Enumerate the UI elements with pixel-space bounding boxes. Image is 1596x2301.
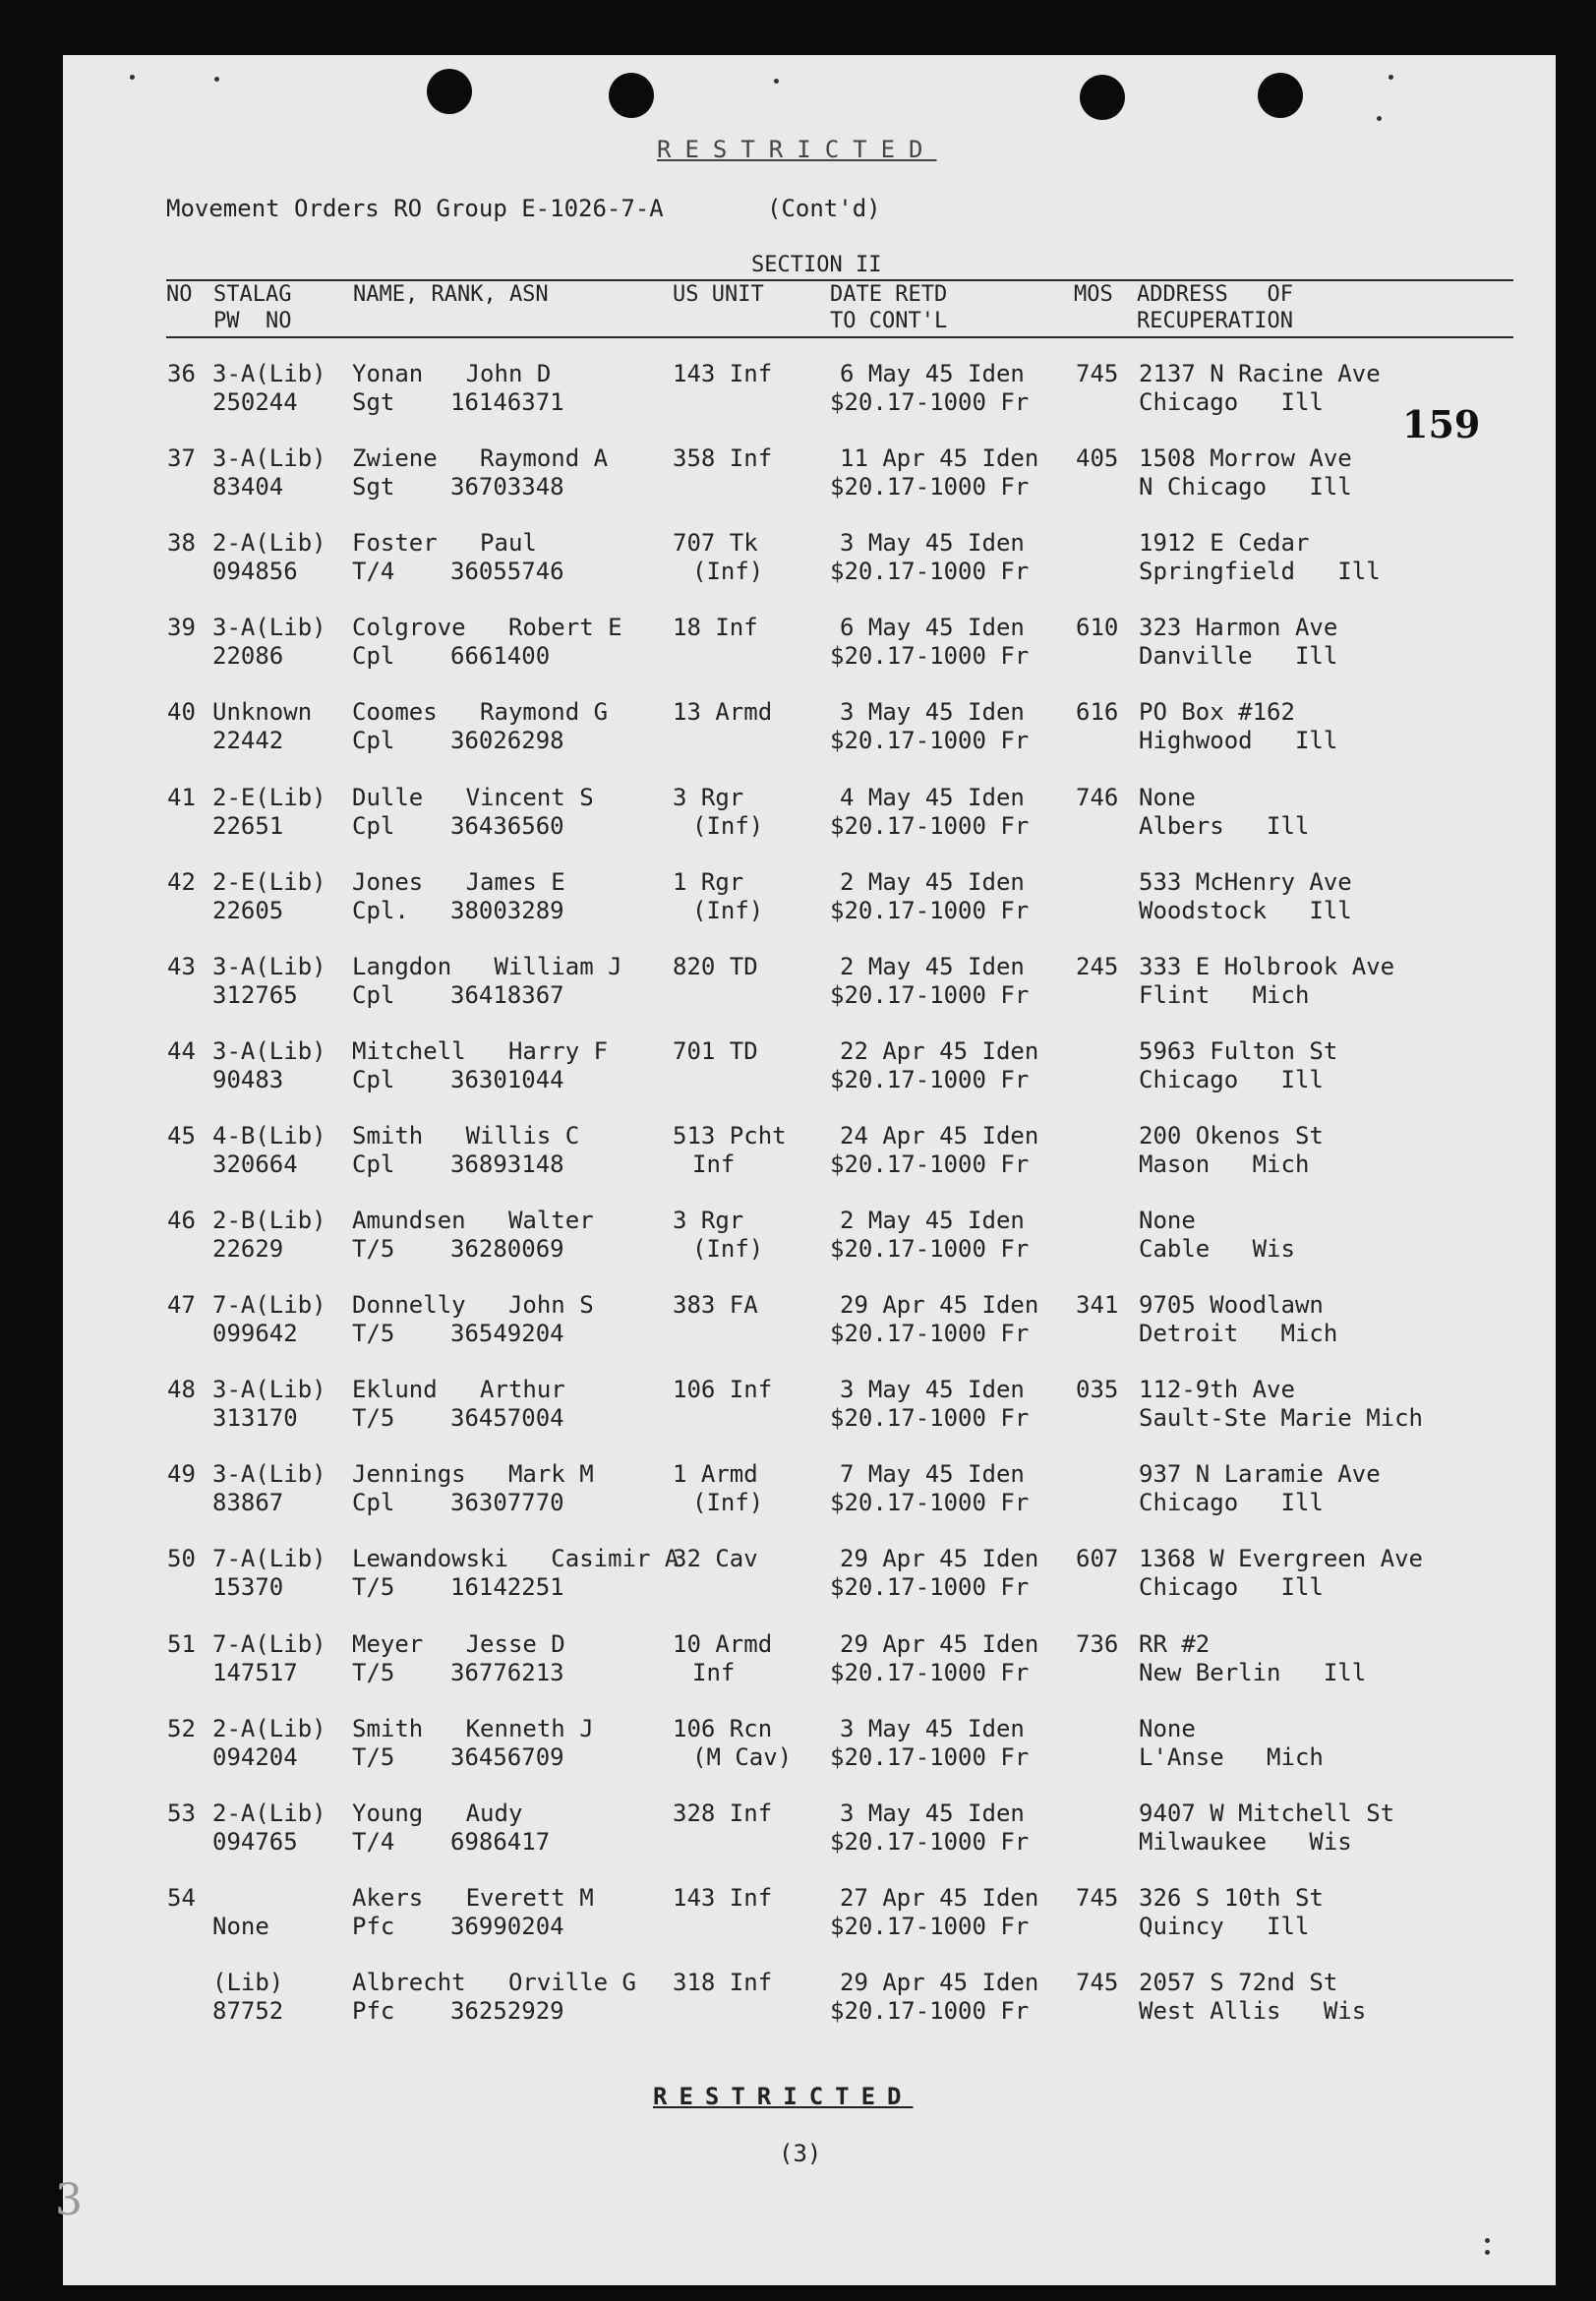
row-address-street: 326 S 10th St xyxy=(1139,1883,1324,1912)
row-stalag: 4-B(Lib) xyxy=(212,1121,326,1150)
row-no: 46 xyxy=(167,1207,196,1234)
row-pw-number: 15370 xyxy=(212,1573,284,1602)
row-address-street: 112-9th Ave xyxy=(1139,1376,1295,1404)
row-pay: $20.17-1000 Fr xyxy=(830,1404,1030,1433)
row-mos: 616 xyxy=(1076,698,1119,727)
row-date-returned: 7 May 45 Iden xyxy=(840,1460,1025,1489)
row-rank: Pfc xyxy=(352,1912,395,1940)
row-asn: 36026298 xyxy=(450,727,564,755)
row-unit: 707 Tk xyxy=(673,529,758,558)
row-stalag: 2-A(Lib) xyxy=(212,529,326,558)
row-unit: 106 Rcn xyxy=(673,1714,773,1742)
row-unit-branch: (Inf) xyxy=(692,811,764,840)
row-date-returned: 4 May 45 Iden xyxy=(840,783,1025,811)
row-date-returned: 29 Apr 45 Iden xyxy=(840,1291,1039,1320)
row-pw-number: 099642 xyxy=(212,1320,298,1348)
row-asn: 36457004 xyxy=(450,1404,564,1433)
document-title: Movement Orders RO Group E-1026-7-A xyxy=(166,195,664,222)
row-unit: 328 Inf xyxy=(673,1799,773,1827)
row-pay: $20.17-1000 Fr xyxy=(830,727,1030,755)
row-stalag: 3-A(Lib) xyxy=(212,444,326,473)
row-no: 48 xyxy=(167,1376,196,1404)
table-row xyxy=(63,1460,1556,1517)
row-date-returned: 24 Apr 45 Iden xyxy=(840,1121,1039,1150)
row-rank: Pfc xyxy=(352,1996,395,2025)
row-asn: 36055746 xyxy=(450,558,564,586)
row-stalag: 3-A(Lib) xyxy=(212,952,326,980)
row-address-city: Milwaukee Wis xyxy=(1139,1827,1352,1856)
row-rank: Cpl xyxy=(352,1150,395,1178)
row-pay: $20.17-1000 Fr xyxy=(830,1150,1030,1178)
row-pay: $20.17-1000 Fr xyxy=(830,1573,1030,1602)
row-pay: $20.17-1000 Fr xyxy=(830,896,1030,924)
row-address-city: Highwood Ill xyxy=(1139,727,1338,755)
row-no: 54 xyxy=(167,1883,196,1912)
row-stalag: 3-A(Lib) xyxy=(212,1376,326,1404)
row-rank: T/5 xyxy=(352,1404,395,1433)
row-asn: 6661400 xyxy=(450,642,551,671)
row-asn: 36893148 xyxy=(450,1150,564,1178)
row-name: Albrecht Orville G xyxy=(352,1968,636,1996)
punch-hole xyxy=(609,73,654,118)
row-stalag: 2-A(Lib) xyxy=(212,1799,326,1827)
row-rank: T/5 xyxy=(352,1320,395,1348)
row-date-returned: 3 May 45 Iden xyxy=(840,1799,1025,1827)
row-address-street: 2137 N Racine Ave xyxy=(1139,360,1381,387)
punch-hole xyxy=(1258,73,1303,118)
row-name: Coomes Raymond G xyxy=(352,698,609,727)
row-address-street: None xyxy=(1139,783,1196,811)
row-name: Dulle Vincent S xyxy=(352,783,594,811)
row-mos: 245 xyxy=(1076,952,1119,980)
row-unit: 1 Rgr xyxy=(673,867,744,896)
row-rank: Cpl xyxy=(352,811,395,840)
speck xyxy=(774,79,779,84)
row-date-returned: 29 Apr 45 Iden xyxy=(840,1968,1039,1996)
row-asn: 36307770 xyxy=(450,1489,564,1517)
speck xyxy=(130,75,135,80)
table-row xyxy=(63,868,1556,925)
row-address-city: Flint Mich xyxy=(1139,980,1310,1009)
row-asn: 6986417 xyxy=(450,1827,551,1856)
row-name: Jennings Mark M xyxy=(352,1460,594,1489)
row-address-street: 333 E Holbrook Ave xyxy=(1139,952,1395,980)
row-mos: 745 xyxy=(1076,1968,1119,1996)
col-pw-no: PW NO xyxy=(213,309,292,333)
table-row xyxy=(63,698,1556,755)
row-pay: $20.17-1000 Fr xyxy=(830,1996,1030,2025)
row-address-street: 5963 Fulton St xyxy=(1139,1036,1338,1065)
row-pw-number: 87752 xyxy=(212,1996,284,2025)
table-row xyxy=(63,529,1556,586)
row-date-returned: 6 May 45 Iden xyxy=(840,360,1025,387)
row-unit-branch: (Inf) xyxy=(692,558,764,586)
table-row xyxy=(63,1291,1556,1348)
row-rank: Cpl xyxy=(352,1065,395,1093)
row-unit: 383 FA xyxy=(673,1291,758,1320)
row-pay: $20.17-1000 Fr xyxy=(830,980,1030,1009)
col-unit: US UNIT xyxy=(673,282,764,307)
speck xyxy=(1485,2238,1490,2243)
row-address-city: Chicago Ill xyxy=(1139,1573,1324,1602)
row-asn: 36549204 xyxy=(450,1320,564,1348)
row-pw-number: None xyxy=(212,1912,269,1940)
row-rank: T/5 xyxy=(352,1235,395,1263)
row-pw-number: 22086 xyxy=(212,642,284,671)
punch-hole xyxy=(1080,75,1125,120)
header-rule-bottom xyxy=(166,336,1513,338)
section-title: SECTION II xyxy=(751,253,882,277)
row-stalag: 3-A(Lib) xyxy=(212,614,326,642)
row-rank: T/5 xyxy=(352,1573,395,1602)
row-pay: $20.17-1000 Fr xyxy=(830,558,1030,586)
row-no: 42 xyxy=(167,867,196,896)
row-asn: 36703348 xyxy=(450,473,564,502)
row-rank: T/5 xyxy=(352,1742,395,1771)
row-stalag: (Lib) xyxy=(212,1968,284,1996)
row-pay: $20.17-1000 Fr xyxy=(830,811,1030,840)
row-asn: 36301044 xyxy=(450,1065,564,1093)
row-no: 53 xyxy=(167,1799,196,1827)
row-no: 38 xyxy=(167,529,196,558)
row-name: Colgrove Robert E xyxy=(352,614,622,642)
row-address-street: 533 McHenry Ave xyxy=(1139,867,1352,896)
row-address-city: Quincy Ill xyxy=(1139,1912,1310,1940)
row-address-street: 200 Okenos St xyxy=(1139,1121,1324,1150)
row-pw-number: 312765 xyxy=(212,980,298,1009)
table-row xyxy=(63,1122,1556,1179)
row-mos: 746 xyxy=(1076,783,1119,811)
row-unit-branch: (Inf) xyxy=(692,1235,764,1263)
row-unit: 358 Inf xyxy=(673,444,773,473)
row-no: 41 xyxy=(167,783,196,811)
row-unit: 18 Inf xyxy=(673,614,758,642)
row-unit: 106 Inf xyxy=(673,1376,773,1404)
row-pay: $20.17-1000 Fr xyxy=(830,1658,1030,1686)
row-pay: $20.17-1000 Fr xyxy=(830,473,1030,502)
row-unit-branch: (Inf) xyxy=(692,896,764,924)
row-mos: 745 xyxy=(1076,360,1119,387)
table-row xyxy=(63,1630,1556,1687)
table-row xyxy=(63,444,1556,502)
row-name: Smith Kenneth J xyxy=(352,1714,594,1742)
row-rank: Sgt xyxy=(352,473,395,502)
row-unit-branch: (Inf) xyxy=(692,1489,764,1517)
row-asn: 38003289 xyxy=(450,896,564,924)
row-name: Mitchell Harry F xyxy=(352,1036,609,1065)
row-stalag: 3-A(Lib) xyxy=(212,360,326,387)
row-address-street: 1368 W Evergreen Ave xyxy=(1139,1545,1423,1573)
row-rank: T/4 xyxy=(352,1827,395,1856)
row-asn: 36252929 xyxy=(450,1996,564,2025)
row-unit: 143 Inf xyxy=(673,360,773,387)
row-unit: 820 TD xyxy=(673,952,758,980)
row-date-returned: 22 Apr 45 Iden xyxy=(840,1036,1039,1065)
row-address-city: Springfield Ill xyxy=(1139,558,1381,586)
row-no: 39 xyxy=(167,614,196,642)
row-name: Akers Everett M xyxy=(352,1883,594,1912)
row-stalag: 2-A(Lib) xyxy=(212,1714,326,1742)
document-page xyxy=(55,55,1556,2285)
row-date-returned: 3 May 45 Iden xyxy=(840,698,1025,727)
row-unit-branch: (M Cav) xyxy=(692,1742,793,1771)
row-unit-branch: Inf xyxy=(692,1658,736,1686)
row-pw-number: 22442 xyxy=(212,727,284,755)
table-row xyxy=(63,784,1556,841)
row-address-city: West Allis Wis xyxy=(1139,1996,1367,2025)
row-pw-number: 320664 xyxy=(212,1150,298,1178)
row-date-returned: 3 May 45 Iden xyxy=(840,529,1025,558)
row-name: Jones James E xyxy=(352,867,565,896)
row-pw-number: 147517 xyxy=(212,1658,298,1686)
row-date-returned: 3 May 45 Iden xyxy=(840,1714,1025,1742)
row-address-city: Albers Ill xyxy=(1139,811,1310,840)
col-name: NAME, RANK, ASN xyxy=(353,282,549,307)
row-address-street: None xyxy=(1139,1207,1196,1234)
row-stalag: 7-A(Lib) xyxy=(212,1545,326,1573)
col-mos: MOS xyxy=(1074,282,1113,307)
footer-page-number: (3) xyxy=(779,2140,822,2167)
row-stalag: Unknown xyxy=(212,698,313,727)
col-date-line2: TO CONT'L xyxy=(830,309,948,333)
row-pw-number: 22605 xyxy=(212,896,284,924)
table-row xyxy=(63,1800,1556,1857)
row-stalag: 2-E(Lib) xyxy=(212,867,326,896)
row-rank: T/5 xyxy=(352,1658,395,1686)
row-mos: 736 xyxy=(1076,1629,1119,1658)
row-address-city: Detroit Mich xyxy=(1139,1320,1338,1348)
row-pw-number: 313170 xyxy=(212,1404,298,1433)
row-rank: Cpl xyxy=(352,980,395,1009)
row-address-street: 2057 S 72nd St xyxy=(1139,1968,1338,1996)
row-address-city: Sault-Ste Marie Mich xyxy=(1139,1404,1423,1433)
row-pw-number: 094204 xyxy=(212,1742,298,1771)
row-unit: 13 Armd xyxy=(673,698,773,727)
row-date-returned: 6 May 45 Iden xyxy=(840,614,1025,642)
row-name: Eklund Arthur xyxy=(352,1376,565,1404)
row-address-street: 937 N Laramie Ave xyxy=(1139,1460,1381,1489)
row-date-returned: 11 Apr 45 Iden xyxy=(840,444,1039,473)
row-address-street: 323 Harmon Ave xyxy=(1139,614,1338,642)
row-no: 45 xyxy=(167,1121,196,1150)
row-no: 50 xyxy=(167,1545,196,1573)
row-unit: 513 Pcht xyxy=(673,1121,787,1150)
table-row xyxy=(63,1037,1556,1094)
page-number: 159 xyxy=(1402,402,1481,446)
speck xyxy=(214,77,219,82)
row-unit: 10 Armd xyxy=(673,1629,773,1658)
row-no: 51 xyxy=(167,1629,196,1658)
row-rank: T/4 xyxy=(352,558,395,586)
row-unit-branch: Inf xyxy=(692,1150,736,1178)
row-pay: $20.17-1000 Fr xyxy=(830,1827,1030,1856)
row-stalag: 3-A(Lib) xyxy=(212,1460,326,1489)
row-mos: 745 xyxy=(1076,1883,1119,1912)
row-address-street: 9407 W Mitchell St xyxy=(1139,1799,1395,1827)
table-row xyxy=(63,1376,1556,1433)
row-no: 36 xyxy=(167,360,196,387)
speck xyxy=(1485,2250,1490,2255)
row-no: 43 xyxy=(167,952,196,980)
row-unit: 3 Rgr xyxy=(673,783,744,811)
classification-footer: RESTRICTED xyxy=(653,2083,914,2110)
col-stalag: STALAG xyxy=(213,282,292,307)
row-address-city: Chicago Ill xyxy=(1139,1065,1324,1093)
row-name: Meyer Jesse D xyxy=(352,1629,565,1658)
row-pw-number: 094765 xyxy=(212,1827,298,1856)
row-rank: Cpl xyxy=(352,727,395,755)
table-row xyxy=(63,614,1556,671)
row-name: Foster Paul xyxy=(352,529,537,558)
row-pw-number: 094856 xyxy=(212,558,298,586)
row-pay: $20.17-1000 Fr xyxy=(830,388,1030,416)
row-mos: 610 xyxy=(1076,614,1119,642)
row-pay: $20.17-1000 Fr xyxy=(830,1320,1030,1348)
row-address-city: Cable Wis xyxy=(1139,1235,1295,1263)
row-pw-number: 83404 xyxy=(212,473,284,502)
table-row xyxy=(63,360,1556,417)
col-date-line1: DATE RETD xyxy=(830,282,948,307)
row-pw-number: 250244 xyxy=(212,388,298,416)
col-no: NO xyxy=(166,282,193,307)
contd-label: (Cont'd) xyxy=(767,195,881,222)
table-row xyxy=(63,1969,1556,2026)
row-pay: $20.17-1000 Fr xyxy=(830,642,1030,671)
row-date-returned: 2 May 45 Iden xyxy=(840,867,1025,896)
pencil-margin-mark: 3 xyxy=(55,2175,83,2225)
row-name: Donnelly John S xyxy=(352,1291,594,1320)
classification-header: RESTRICTED xyxy=(657,136,937,163)
row-unit: 143 Inf xyxy=(673,1883,773,1912)
row-asn: 36456709 xyxy=(450,1742,564,1771)
row-rank: Cpl xyxy=(352,1489,395,1517)
row-asn: 36436560 xyxy=(450,811,564,840)
col-address-line1: ADDRESS OF xyxy=(1137,282,1293,307)
row-unit: 318 Inf xyxy=(673,1968,773,1996)
row-stalag: 2-E(Lib) xyxy=(212,783,326,811)
row-no: 40 xyxy=(167,698,196,727)
row-name: Lewandowski Casimir A xyxy=(352,1545,680,1573)
row-address-city: Chicago Ill xyxy=(1139,388,1324,416)
row-unit: 32 Cav xyxy=(673,1545,758,1573)
row-unit: 3 Rgr xyxy=(673,1207,744,1234)
row-asn: 16142251 xyxy=(450,1573,564,1602)
row-address-city: Chicago Ill xyxy=(1139,1489,1324,1517)
row-no: 49 xyxy=(167,1460,196,1489)
row-pw-number: 22629 xyxy=(212,1235,284,1263)
row-address-street: 1508 Morrow Ave xyxy=(1139,444,1352,473)
row-address-street: 9705 Woodlawn xyxy=(1139,1291,1324,1320)
row-asn: 36418367 xyxy=(450,980,564,1009)
row-date-returned: 29 Apr 45 Iden xyxy=(840,1629,1039,1658)
row-date-returned: 27 Apr 45 Iden xyxy=(840,1883,1039,1912)
row-date-returned: 29 Apr 45 Iden xyxy=(840,1545,1039,1573)
row-stalag: 7-A(Lib) xyxy=(212,1629,326,1658)
row-rank: Cpl xyxy=(352,642,395,671)
col-address-line2: RECUPERATION xyxy=(1137,309,1293,333)
row-pay: $20.17-1000 Fr xyxy=(830,1235,1030,1263)
row-asn: 36990204 xyxy=(450,1912,564,1940)
punch-hole xyxy=(427,69,472,114)
row-pay: $20.17-1000 Fr xyxy=(830,1489,1030,1517)
row-stalag: 3-A(Lib) xyxy=(212,1036,326,1065)
row-no: 44 xyxy=(167,1036,196,1065)
row-rank: Cpl. xyxy=(352,896,409,924)
row-address-street: PO Box #162 xyxy=(1139,698,1295,727)
row-address-city: New Berlin Ill xyxy=(1139,1658,1367,1686)
row-mos: 035 xyxy=(1076,1376,1119,1404)
row-stalag: 7-A(Lib) xyxy=(212,1291,326,1320)
row-no: 37 xyxy=(167,444,196,473)
table-row xyxy=(63,953,1556,1010)
row-name: Zwiene Raymond A xyxy=(352,444,609,473)
row-asn: 36776213 xyxy=(450,1658,564,1686)
row-pw-number: 83867 xyxy=(212,1489,284,1517)
row-name: Amundsen Walter xyxy=(352,1207,594,1234)
row-mos: 405 xyxy=(1076,444,1119,473)
row-pay: $20.17-1000 Fr xyxy=(830,1742,1030,1771)
table-row xyxy=(63,1545,1556,1602)
row-pw-number: 22651 xyxy=(212,811,284,840)
row-name: Yonan John D xyxy=(352,360,552,387)
row-address-city: Woodstock Ill xyxy=(1139,896,1352,924)
row-date-returned: 2 May 45 Iden xyxy=(840,1207,1025,1234)
row-address-city: Danville Ill xyxy=(1139,642,1338,671)
row-address-street: 1912 E Cedar xyxy=(1139,529,1310,558)
row-address-city: N Chicago Ill xyxy=(1139,473,1352,502)
row-mos: 341 xyxy=(1076,1291,1119,1320)
row-unit: 1 Armd xyxy=(673,1460,758,1489)
row-rank: Sgt xyxy=(352,388,395,416)
row-pay: $20.17-1000 Fr xyxy=(830,1912,1030,1940)
row-mos: 607 xyxy=(1076,1545,1119,1573)
speck xyxy=(1377,116,1382,121)
table-row xyxy=(63,1884,1556,1941)
row-pw-number: 90483 xyxy=(212,1065,284,1093)
row-asn: 36280069 xyxy=(450,1235,564,1263)
row-no: 52 xyxy=(167,1714,196,1742)
table-row xyxy=(63,1207,1556,1264)
row-address-street: None xyxy=(1139,1714,1196,1742)
row-pay: $20.17-1000 Fr xyxy=(830,1065,1030,1093)
row-address-city: L'Anse Mich xyxy=(1139,1742,1324,1771)
row-address-city: Mason Mich xyxy=(1139,1150,1310,1178)
row-address-street: RR #2 xyxy=(1139,1629,1211,1658)
row-no: 47 xyxy=(167,1291,196,1320)
row-unit: 701 TD xyxy=(673,1036,758,1065)
row-name: Smith Willis C xyxy=(352,1121,580,1150)
row-date-returned: 2 May 45 Iden xyxy=(840,952,1025,980)
row-date-returned: 3 May 45 Iden xyxy=(840,1376,1025,1404)
speck xyxy=(1389,75,1393,80)
row-asn: 16146371 xyxy=(450,388,564,416)
row-stalag: 2-B(Lib) xyxy=(212,1207,326,1234)
row-name: Young Audy xyxy=(352,1799,523,1827)
table-row xyxy=(63,1715,1556,1772)
row-name: Langdon William J xyxy=(352,952,622,980)
